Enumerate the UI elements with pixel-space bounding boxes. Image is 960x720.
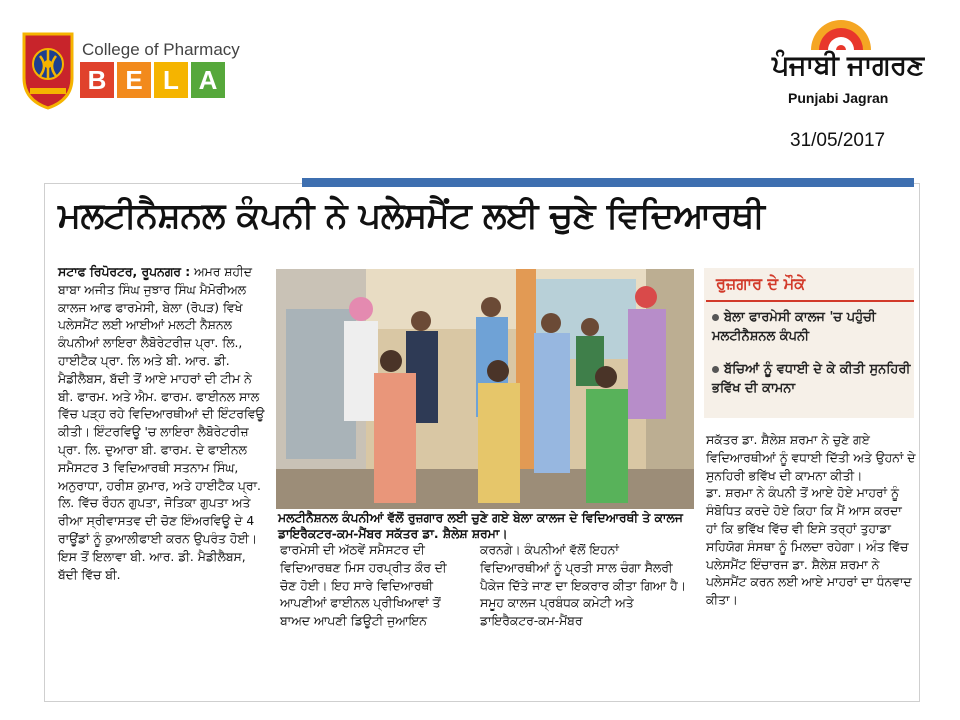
article-column-2: ਫਾਰਮੇਸੀ ਦੀ ਅੱਠਵੇਂ ਸਮੈਸਟਰ ਦੀ ਵਿਦਿਆਰਥਣ ਮਿਸ ਹਰਪ੍ਰੀਤ ਕੌਰ ਦੀ ਚੋਣ ਹੋਈ। ਇਹ ਸਾਰੇ ਵਿਦਿਆਰਥੀ ਆਪਣੀਆਂ ਫਾਈਨਲ ਪ੍ਰੀਖਿਆਵਾਂ ਤੋਂ ਬਾਅਦ ਆਪਣੀ ਡਿਊਟੀ ਜੁਆਇਨ [280, 543, 447, 629]
sidebar-bullet-text: ਬੱਚਿਆਂ ਨੂੰ ਵਧਾਈ ਦੇ ਕੇ ਕੀਤੀ ਸੁਨਹਿਰੀ ਭਵਿੱਖ ਦੀ ਕਾਮਨਾ [712, 362, 911, 396]
newspaper-name: Punjabi Jagran [788, 90, 889, 106]
sidebar-bullet [712, 308, 912, 346]
article-column-1 [58, 264, 268, 584]
college-logo [20, 30, 76, 110]
photo-caption: ਮਲਟੀਨੈਸ਼ਨਲ ਕੰਪਨੀਆਂ ਵੱਲੋਂ ਰੁਜ਼ਗਾਰ ਲਈ ਚੁਣੇ ਗਏ ਬੇਲਾ ਕਾਲਜ ਦੇ ਵਿਦਿਆਰਥੀ ਤੇ ਕਾਲਜ ਡਾਇਰੈਕਟਰ-ਕਮ-ਮੈਂਬਰ ਸਕੱਤਰ ਡਾ. ਸ਼ੈਲੇਸ਼ ਸ਼ਰਮਾ। [278, 511, 683, 541]
sidebar-title: ਰੁਜ਼ਗਾਰ ਦੇ ਮੌਕੇ [716, 274, 806, 293]
bullet-dot-icon [712, 314, 719, 321]
college-name: College of Pharmacy [82, 40, 240, 59]
publication-date: 31/05/2017 [790, 130, 886, 151]
bullet-dot-icon [712, 366, 719, 373]
bela-letter-b: B [80, 62, 114, 98]
sidebar-bullet [712, 360, 912, 398]
sidebar-bullet-text: ਬੇਲਾ ਫਾਰਮੇਸੀ ਕਾਲਜ 'ਚ ਪਹੁੰਚੀ ਮਲਟੀਨੈਸ਼ਨਲ ਕੰਪਨੀ [712, 310, 876, 344]
bela-letter-a: A [191, 62, 225, 98]
article-headline: ਮਲਟੀਨੈਸ਼ਨਲ ਕੰਪਨੀ ਨੇ ਪਲੇਸਮੈਂਟ ਲਈ ਚੁਣੇ ਵਿਦਿਆਰਥੀ [58, 196, 765, 236]
bela-letter-e: E [117, 62, 151, 98]
college-bela-wordmark [80, 62, 225, 98]
article-column-1-text: ਅਮਰ ਸ਼ਹੀਦ ਬਾਬਾ ਅਜੀਤ ਸਿੰਘ ਜੁਝਾਰ ਸਿੰਘ ਮੈਮੋਰੀਅਲ ਕਾਲਜ ਆਫ ਫਾਰਮੇਸੀ, ਬੇਲਾ (ਰੋਪੜ) ਵਿਖੇ ਪਲੇਸਮੈਂਟ ਲਈ ਆਈਆਂ ਮਲਟੀ ਨੈਸ਼ਨਲ ਕੰਪਨੀਆਂ ਲਾਇਰਾ ਲੈਬੋਰੇਟਰੀਜ਼ ਪ੍ਰਾ. ਲਿ., ਹਾਈਟੈਕ ਪ੍ਰਾ. ਲਿ ਅਤੇ ਬੀ. ਆਰ. ਡੀ. ਮੈਡੀਲੈਬਸ, ਬੱਦੀ ਤੋਂ ਆਏ ਮਾਹਰਾਂ ਦੀ ਟੀਮ ਨੇ ਬੀ. ਫਾਰਮ. ਅਤੇ ਐਮ. ਫਾਰਮ. ਫਾਈਨਲ ਸਾਲ ਵਿੱਚ ਪੜ੍ਹ ਰਹੇ ਵਿਦਿਆਰਥੀਆਂ ਦੀ ਇੰਟਰਵਿਊ ਕੀਤੀ। ਇੰਟਰਵਿਊ 'ਚ ਲਾਇਰਾ ਲੈਬੋਰੇਟਰੀਜ਼ ਪ੍ਰਾ. ਲਿ. ਦੁਆਰਾ ਬੀ. ਫਾਰਮ. ਦੇ ਫਾਈਨਲ ਸਮੈਸਟਰ 3 ਵਿਦਿਆਰਥੀ ਸਤਨਾਮ ਸਿੰਘ, ਅਨੁਰਾਧਾ, ਹਰੀਸ਼ ਕੁਮਾਰ, ਅਤੇ ਹਾਈਟੈਕ ਪ੍ਰਾ. ਲਿ. ਵਿੱਚ ਰੌਹਨ ਗੁਪਤਾ, ਜੋਤਿਕਾ ਗੁਪਤਾ ਅਤੇ ਰੀਆ ਸ੍ਰੀਵਾਸਤਵ ਦੀ ਚੋਣ ਇੰਅਰਵਿਊ ਦੇ 4 ਰਾਊਂਡਾਂ ਨੂੰ ਕੁਆਲੀਫਾਈ ਕਰਨ ਉਪਰੰਤ ਹੋਈ। ਇਸ ਤੋਂ ਇਲਾਵਾ ਬੀ. ਆਰ. ਡੀ. ਮੈਡੀਲੈਬਸ, ਬੱਦੀ ਵਿੱਚ ਬੀ. [58, 265, 265, 582]
sidebar-divider [706, 300, 914, 302]
newspaper-logo-text: ਪੰਜਾਬੀ ਜਾਗਰਣ [772, 50, 924, 81]
bela-letter-l: L [154, 62, 188, 98]
newspaper-sun-icon [806, 12, 876, 52]
article-column-4: ਸਕੱਤਰ ਡਾ. ਸ਼ੈਲੇਸ਼ ਸ਼ਰਮਾ ਨੇ ਚੁਣੇ ਗਏ ਵਿਦਿਆਰਥੀਆਂ ਨੂੰ ਵਧਾਈ ਦਿੱਤੀ ਅਤੇ ਉਹਨਾਂ ਦੇ ਸੁਨਹਿਰੀ ਭਵਿੱਖ ਦੀ ਕਾਮਨਾ ਕੀਤੀ। ਡਾ. ਸ਼ਰਮਾ ਨੇ ਕੰਪਨੀ ਤੋਂ ਆਏ ਹੋਏ ਮਾਹਰਾਂ ਨੂੰ ਸੰਬੋਧਿਤ ਕਰਦੇ ਹੋਏ ਕਿਹਾ ਕਿ ਮੈਂ ਆਸ ਕਰਦਾ ਹਾਂ ਕਿ ਭਵਿੱਖ ਵਿੱਚ ਵੀ ਇਸੇ ਤਰ੍ਹਾਂ ਤੁਹਾਡਾ ਸਹਿਯੋਗ ਸੰਸਥਾ ਨੂੰ ਮਿਲਦਾ ਰਹੇਗਾ। ਅੰਤ ਵਿੱਚ ਪਲੇਸਮੈਂਟ ਇੰਚਾਰਜ ਡਾ. ਸ਼ੈਲੇਸ਼ ਸ਼ਰਮਾ ਨੇ ਪਲੇਸਮੈਂਟ ਕਰਨ ਲਈ ਆਏ ਮਾਹਰਾਂ ਦਾ ਧੰਨਵਾਦ ਕੀਤਾ। [706, 433, 916, 608]
article-byline: ਸਟਾਫ ਰਿਪੋਰਟਰ, ਰੂਪਨਗਰ : [58, 265, 191, 279]
article-photo [276, 269, 694, 509]
headline-top-rule [302, 178, 914, 187]
article-column-3: ਕਰਨਗੇ। ਕੰਪਨੀਆਂ ਵੱਲੋਂ ਇਹਨਾਂ ਵਿਦਿਆਰਥੀਆਂ ਨੂੰ ਪ੍ਰਤੀ ਸਾਲ ਚੰਗਾ ਸੈਲਰੀ ਪੈਕੇਜ ਦਿੱਤੇ ਜਾਣ ਦਾ ਇਕਰਾਰ ਕੀਤਾ ਗਿਆ ਹੈ। ਸਮੂਹ ਕਾਲਜ ਪ੍ਰਬੰਧਕ ਕਮੇਟੀ ਅਤੇ ਡਾਇਰੈਕਟਰ-ਕਮ-ਮੈਂਬਰ [480, 543, 686, 629]
